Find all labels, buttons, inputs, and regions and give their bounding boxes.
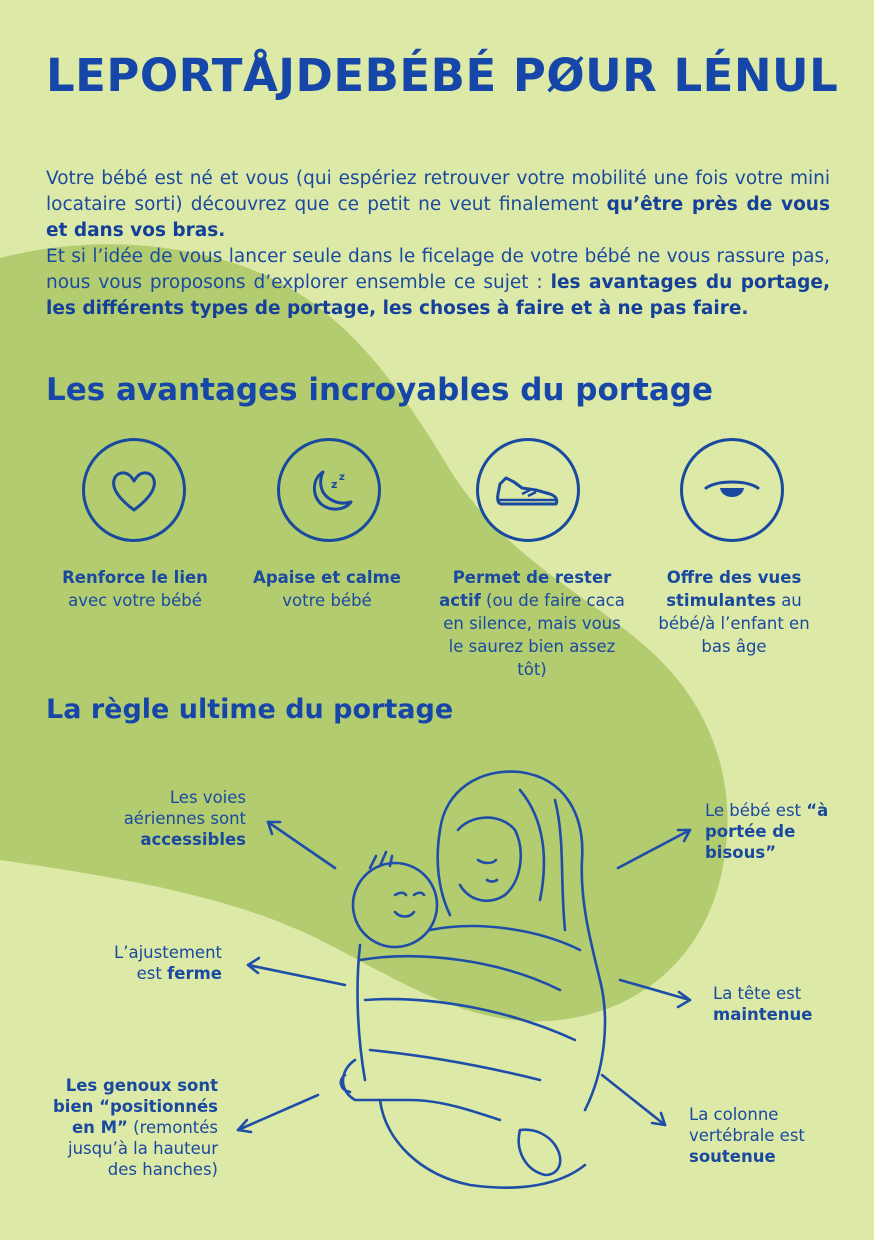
- benefit-3-text: (ou de faire caca en silence, mais vous le saurez bien assez tôt): [443, 591, 625, 679]
- intro-paragraph-1: Votre bébé est né et vous (qui espériez retrouver votre mobilité une fois votre mini locataire sorti) découvrez que ce petit ne veut finalement: [46, 168, 830, 215]
- benefit-1-title: Renforce le lien: [62, 568, 208, 587]
- callout-arrows: [238, 822, 690, 1132]
- callout-kiss: [705, 800, 829, 863]
- callout-airways: [100, 787, 246, 850]
- moon-sleep-icon: [297, 458, 361, 522]
- callout-head-text: La tête est: [713, 984, 802, 1003]
- svg-text:z: z: [331, 478, 338, 491]
- benefit-icon-4: [680, 438, 784, 542]
- intro-paragraph-2: Et si l’idée de vous lancer seule dans le ficelage de votre bébé ne vous rassure pas, nous vous proposons d’explorer ensemble ce sujet :: [46, 246, 830, 293]
- heart-icon: [104, 460, 164, 520]
- callout-knees-text: (remontés jusqu’à la hauteur des hanches): [68, 1118, 218, 1179]
- callout-airways-text: Les voies aériennes sont: [123, 788, 246, 828]
- rule-heading: La règle ultime du portage: [46, 694, 454, 725]
- benefit-icon-1: [82, 438, 186, 542]
- callout-fit: [90, 942, 222, 984]
- callout-fit-bold: ferme: [167, 964, 222, 983]
- benefit-icon-3: [476, 438, 580, 542]
- benefit-2-title: Apaise et calme: [253, 568, 401, 587]
- sneaker-icon: [492, 460, 564, 520]
- callout-airways-bold: accessibles: [140, 830, 246, 849]
- benefit-3: [434, 566, 630, 681]
- callout-knees-bold: Les genoux sont bien “positionnés en M”: [53, 1076, 218, 1137]
- eye-icon: [700, 466, 764, 514]
- benefit-icon-2: [277, 438, 381, 542]
- benefit-1: [40, 566, 230, 612]
- callout-spine-text: La colonne vertébrale est: [689, 1105, 805, 1145]
- callout-knees: [40, 1075, 218, 1180]
- page-title: LEPORTÅJDEBÉBÉ PØUR LÉNUL: [46, 49, 839, 102]
- callout-head-bold: maintenue: [713, 1005, 813, 1024]
- benefit-4: [644, 566, 824, 658]
- callout-spine: [689, 1104, 819, 1167]
- intro-paragraph-2-bold: les avantages du portage, les différents types de portage, les choses à faire et à ne pas faire.: [46, 272, 830, 319]
- benefit-2-text: votre bébé: [282, 591, 372, 610]
- intro-text: [46, 166, 830, 322]
- svg-text:z: z: [339, 472, 345, 483]
- benefit-4-text: au bébé/à l’enfant en bas âge: [658, 591, 810, 656]
- benefit-2: [232, 566, 422, 612]
- callout-spine-bold: soutenue: [689, 1147, 776, 1166]
- callout-fit-text: L’ajustement est: [114, 943, 222, 983]
- benefit-1-text: avec votre bébé: [68, 591, 202, 610]
- intro-paragraph-1-bold: qu’être près de vous et dans vos bras.: [46, 194, 830, 241]
- benefit-3-title: Permet de rester actif: [439, 568, 612, 610]
- callout-kiss-text: Le bébé est: [705, 801, 807, 820]
- callout-kiss-bold: “à portée de bisous”: [705, 801, 829, 862]
- benefits-heading: Les avantages incroyables du portage: [46, 372, 713, 408]
- callout-head: [713, 983, 823, 1025]
- benefit-4-title: Offre des vues stimulantes: [666, 568, 802, 610]
